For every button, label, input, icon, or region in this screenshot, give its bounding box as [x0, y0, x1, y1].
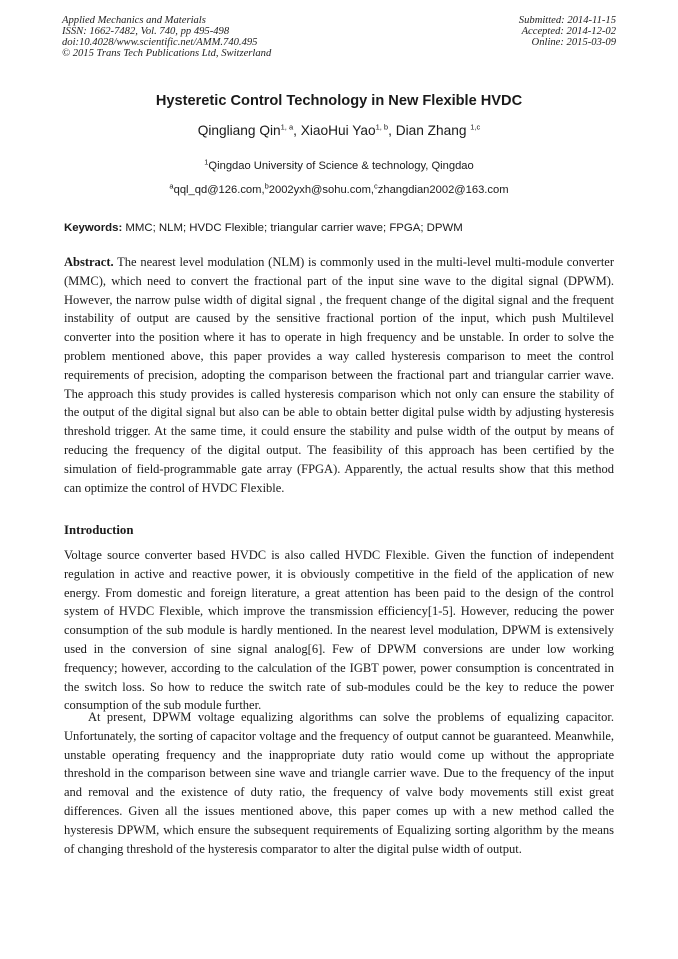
email-b-mark: b	[264, 181, 269, 191]
author-3-name: Dian Zhang	[395, 123, 471, 138]
author-separator: ,	[293, 123, 301, 138]
email-c-mark: c	[374, 181, 378, 191]
publication-dates	[519, 15, 616, 48]
keywords-text: MMC; NLM; HVDC Flexible; triangular carrier wave; FPGA; DPWM	[122, 222, 463, 234]
email-list	[0, 181, 678, 196]
affiliation-mark: 1	[204, 157, 209, 167]
abstract-text: The nearest level modulation (NLM) is commonly used in the multi-level multi-module converter (MMC), which need to convert the fractional part of the input sine wave to the digital signal (DPWM). However, the narrow pulse width of digital signal , the frequent change of the digital signal and the frequent instability of output are caused by the sensitive fractional portion of the input, which push Multilevel converter into the position where it has to operate in high frequency and be unstable. In order to solve the problem mentioned above, this paper provides a way called hysteresis comparison to meet the control requirements of precision, adopting the comparison between the fractional part and triangular carrier wave. The approach this study provides is called hysteresis comparison which not only can ensure the stability of the output of the digital signal but also can be able to obtain better digital pulse width by adjusting hysteresis threshold trigger. At the same time, it could ensure the stability and pulse width of the output by means of reducing the frequency of the digital output. The feasibility of this approach has been certified by the simulation of field-programmable gate array (FPGA). Apparently, the actual results show that this method can optimize the control of HVDC Flexible.	[64, 255, 614, 495]
author-2-name: XiaoHui Yao	[300, 123, 376, 138]
accepted-date: Accepted: 2014-12-02	[521, 26, 616, 37]
journal-copyright: © 2015 Trans Tech Publications Ltd, Switzerland	[62, 48, 272, 59]
keywords	[64, 222, 463, 234]
journal-name: Applied Mechanics and Materials	[62, 15, 206, 26]
author-separator: ,	[388, 123, 396, 138]
email-c[interactable]: zhangdian2002@163.com	[377, 184, 509, 196]
author-2-affil: 1, b	[375, 122, 389, 132]
paper-title: Hysteretic Control Technology in New Flexible HVDC	[155, 93, 523, 109]
intro-paragraph-2: At present, DPWM voltage equalizing algorithms can solve the problems of equalizing capacitor. Unfortunately, the sorting of capacitor voltage and the frequency of output cannot be guaranteed. Meanwhile, unstable operating frequency and the inappropriate duty ratio would come up without the appropriate threshold in the comparison between sine wave and triangle carrier wave. Due to the frequency of the input and removal and the existence of duty ratio, the frequency of valve body movements still exist great differences. Given all the issues mentioned above, this paper comes up with a new method called the hysteresis DPWM, which ensure the subsequent requirements of Equalizing sorting algorithm by the means of changing threshold of the hysteresis comparator to alter the digital pulse width of output.	[64, 710, 614, 856]
online-date: Online: 2015-03-09	[531, 37, 616, 48]
email-a-mark: a	[169, 181, 174, 191]
author-1-affil: 1, a	[280, 122, 294, 132]
journal-info	[62, 15, 271, 59]
email-a[interactable]: qql_qd@126.com,	[173, 184, 265, 196]
journal-issn: ISSN: 1662-7482, Vol. 740, pp 495-498	[62, 26, 230, 37]
abstract	[64, 253, 614, 497]
submitted-date: Submitted: 2014-11-15	[518, 15, 616, 26]
keywords-label: Keywords:	[64, 222, 123, 234]
affiliation	[0, 157, 678, 172]
abstract-label: Abstract.	[64, 255, 114, 269]
author-1-name: Qingliang Qin	[197, 123, 281, 138]
author-list	[0, 123, 678, 138]
author-3-affil: 1,c	[470, 122, 481, 132]
email-b[interactable]: 2002yxh@sohu.com,	[268, 184, 375, 196]
affiliation-text: Qingdao University of Science & technology, Qingdao	[208, 160, 474, 172]
intro-paragraph-1: Voltage source converter based HVDC is also called HVDC Flexible. Given the function of independent regulation in active and reactive power, it is obviously competitive in the field of the application of new energy. From domestic and foreign literature, a great attention has been paid to the design of the control system of HVDC Flexible, which improve the transmission efficiency[1-5]. However, reducing the power consumption of the sub module is hardly mentioned. In the nearest level modulation, DPWM is extensively used in the conversion of sine signal analog[6]. Few of DPWM conversions are under low working frequency; however, according to the calculation of the IGBT power, power consumption is concentrated in the switch loss. So how to reduce the switch rate of sub-modules could be the key to reduce the power consumption of the sub module further.	[64, 548, 614, 713]
section-heading-introduction: Introduction	[64, 523, 134, 537]
journal-doi[interactable]: doi:10.4028/www.scientific.net/AMM.740.495	[62, 37, 258, 48]
